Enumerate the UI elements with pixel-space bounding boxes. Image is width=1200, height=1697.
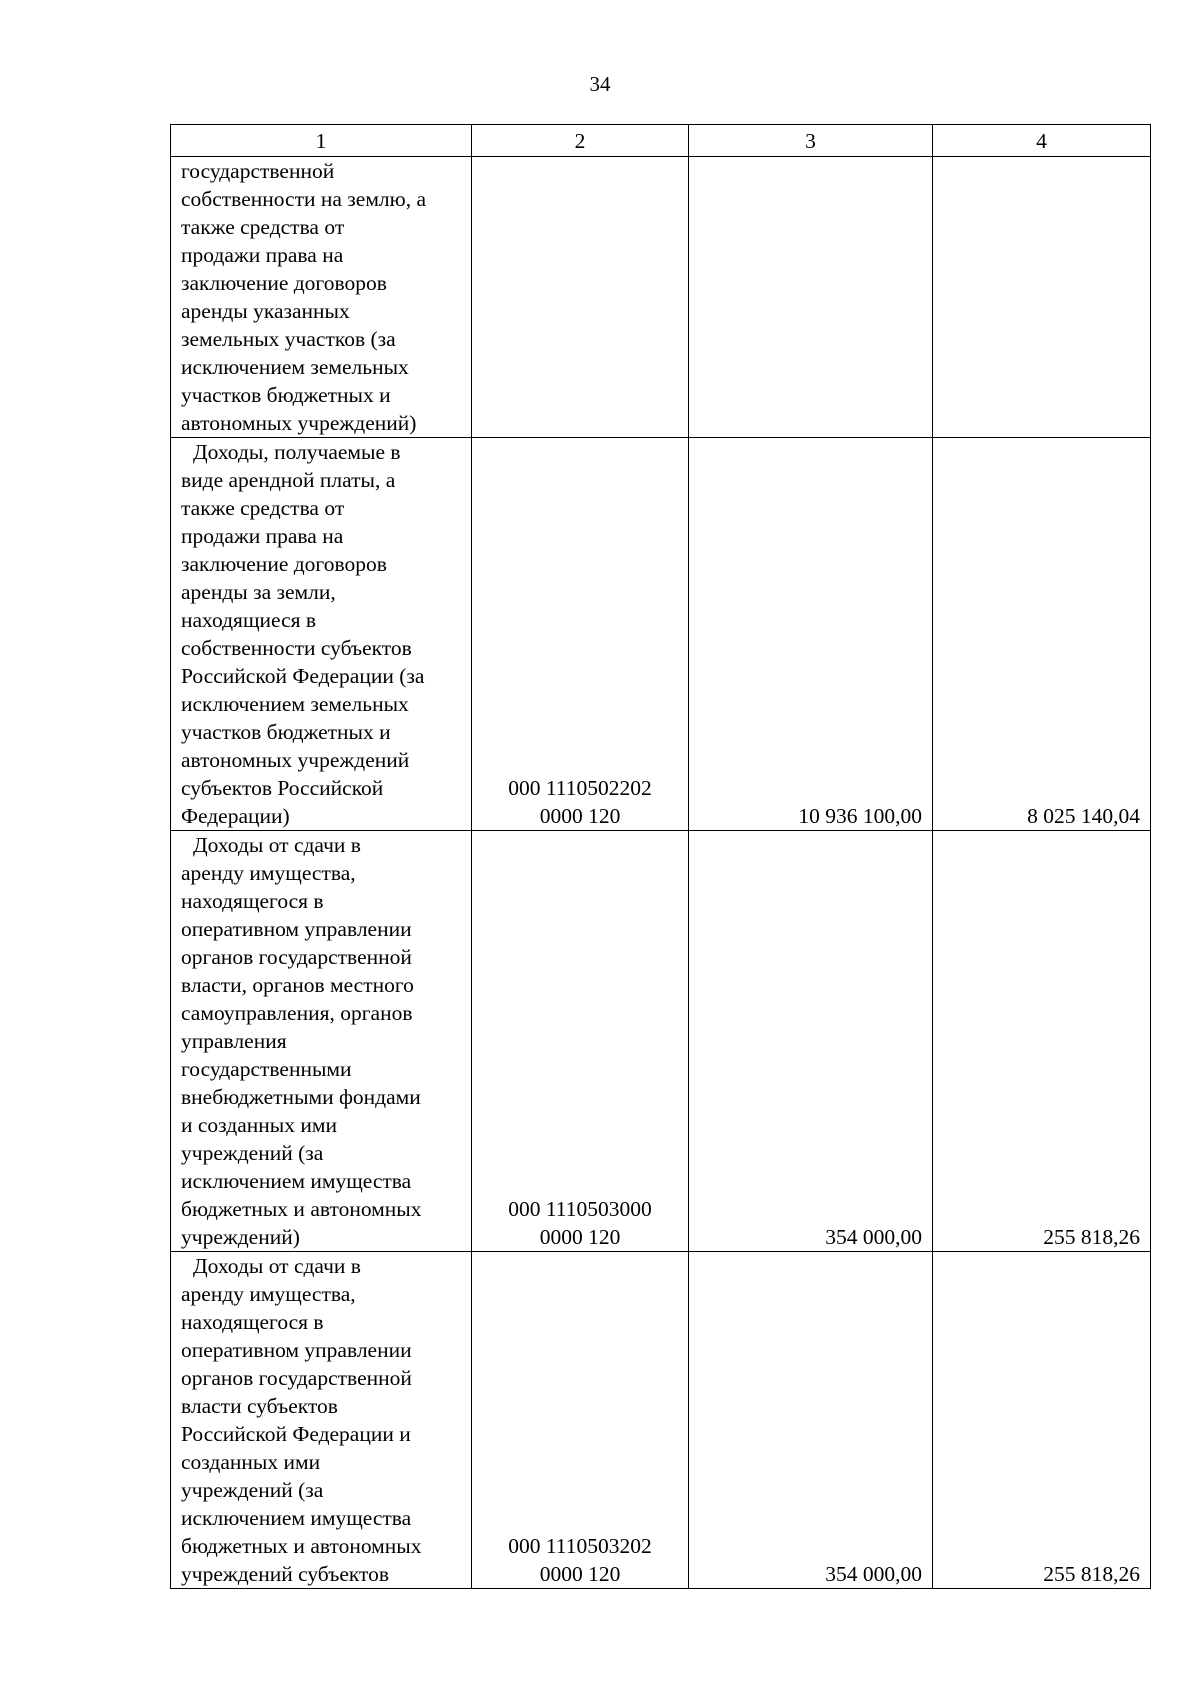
revenue-name-line: бюджетных и автономных [181,1534,422,1558]
revenue-name-line: собственности субъектов [181,636,412,660]
revenue-name-line: исключением имущества [181,1169,412,1193]
actual-amount-cell: 8 025 140,04 [933,438,1151,831]
planned-amount-cell: 10 936 100,00 [689,438,933,831]
revenue-name-line: власти субъектов [181,1394,338,1418]
revenue-name-line: также средства от [181,496,345,520]
revenue-name-line: созданных ими [181,1450,321,1474]
revenue-name-line: Доходы, получаемые в [193,440,401,464]
budget-code-line: 000 1110503000 [508,1197,652,1221]
budget-code-cell [472,831,689,1252]
revenue-name-line: оперативном управлении [181,1338,412,1362]
budget-code-cell [472,438,689,831]
revenue-name-line: продажи права на [181,243,344,267]
revenue-name-line: аренду имущества, [181,1282,356,1306]
budget-code-line: 0000 120 [539,1225,621,1249]
revenue-name-line: Доходы от сдачи в [193,1254,361,1278]
revenue-name-line: продажи права на [181,524,344,548]
revenue-name-line: органов государственной [181,945,412,969]
revenue-name-line: Доходы от сдачи в [193,833,361,857]
budget-code-cell [472,157,689,438]
page-number: 34 [589,72,611,96]
revenue-name-line: управления [181,1029,287,1053]
column-header-2: 2 [472,125,689,157]
revenue-name-line: исключением имущества [181,1506,412,1530]
table-row [171,1252,1151,1589]
column-header-3: 3 [689,125,933,157]
table-row [171,831,1151,1252]
planned-amount-cell: 354 000,00 [689,1252,933,1589]
column-header-4: 4 [933,125,1151,157]
revenue-name-line: автономных учреждений [181,748,410,772]
budget-code-line: 0000 120 [539,804,621,828]
planned-amount-cell: 354 000,00 [689,831,933,1252]
revenue-name-line: оперативном управлении [181,917,412,941]
revenue-name-cell [171,157,472,438]
revenue-name-line: также средства от [181,215,345,239]
revenue-name-line: Российской Федерации (за [181,664,425,688]
revenue-name-line: земельных участков (за [181,327,396,351]
revenue-name-line: автономных учреждений) [181,411,417,435]
budget-code-line: 000 1110502202 [508,776,652,800]
revenue-name-line: органов государственной [181,1366,412,1390]
revenue-name-cell [171,831,472,1252]
revenue-name-line: Федерации) [181,804,290,828]
table-row [171,438,1151,831]
revenue-name-line: находящегося в [181,1310,324,1334]
revenue-name-line: находящиеся в [181,608,317,632]
revenue-name-line: виде арендной платы, а [181,468,396,492]
revenue-table [170,124,1151,1589]
revenue-name-line: аренды указанных [181,299,350,323]
revenue-name-cell [171,438,472,831]
column-header-1: 1 [171,125,472,157]
revenue-name-line: учреждений (за [181,1478,324,1502]
revenue-name-line: внебюджетными фондами [181,1085,421,1109]
actual-amount-cell [933,157,1151,438]
revenue-name-line: бюджетных и автономных [181,1197,422,1221]
revenue-name-line: заключение договоров [181,552,387,576]
revenue-name-line: и созданных ими [181,1113,337,1137]
budget-code-line: 000 1110503202 [508,1534,652,1558]
revenue-name-line: участков бюджетных и [181,720,391,744]
header-row [171,125,1151,157]
revenue-name-line: находящегося в [181,889,324,913]
table-body [171,157,1151,1589]
revenue-name-line: исключением земельных [181,692,409,716]
revenue-name-line: учреждений (за [181,1141,324,1165]
revenue-name-line: аренду имущества, [181,861,356,885]
actual-amount-cell: 255 818,26 [933,831,1151,1252]
revenue-name-line: власти, органов местного [181,973,414,997]
revenue-name-line: учреждений субъектов [181,1562,390,1586]
revenue-name-line: аренды за земли, [181,580,336,604]
revenue-name-cell [171,1252,472,1589]
revenue-name-line: самоуправления, органов [181,1001,413,1025]
revenue-name-line: субъектов Российской [181,776,384,800]
revenue-name-line: исключением земельных [181,355,409,379]
table-header [171,125,1151,157]
revenue-name-line: государственными [181,1057,352,1081]
revenue-name-line: государственной [181,159,335,183]
actual-amount-cell: 255 818,26 [933,1252,1151,1589]
revenue-name-line: участков бюджетных и [181,383,391,407]
revenue-name-line: заключение договоров [181,271,387,295]
table-row [171,157,1151,438]
planned-amount-cell [689,157,933,438]
budget-code-cell [472,1252,689,1589]
revenue-name-line: собственности на землю, а [181,187,427,211]
budget-code-line: 0000 120 [539,1562,621,1586]
revenue-name-line: учреждений) [181,1225,300,1249]
revenue-name-line: Российской Федерации и [181,1422,411,1446]
